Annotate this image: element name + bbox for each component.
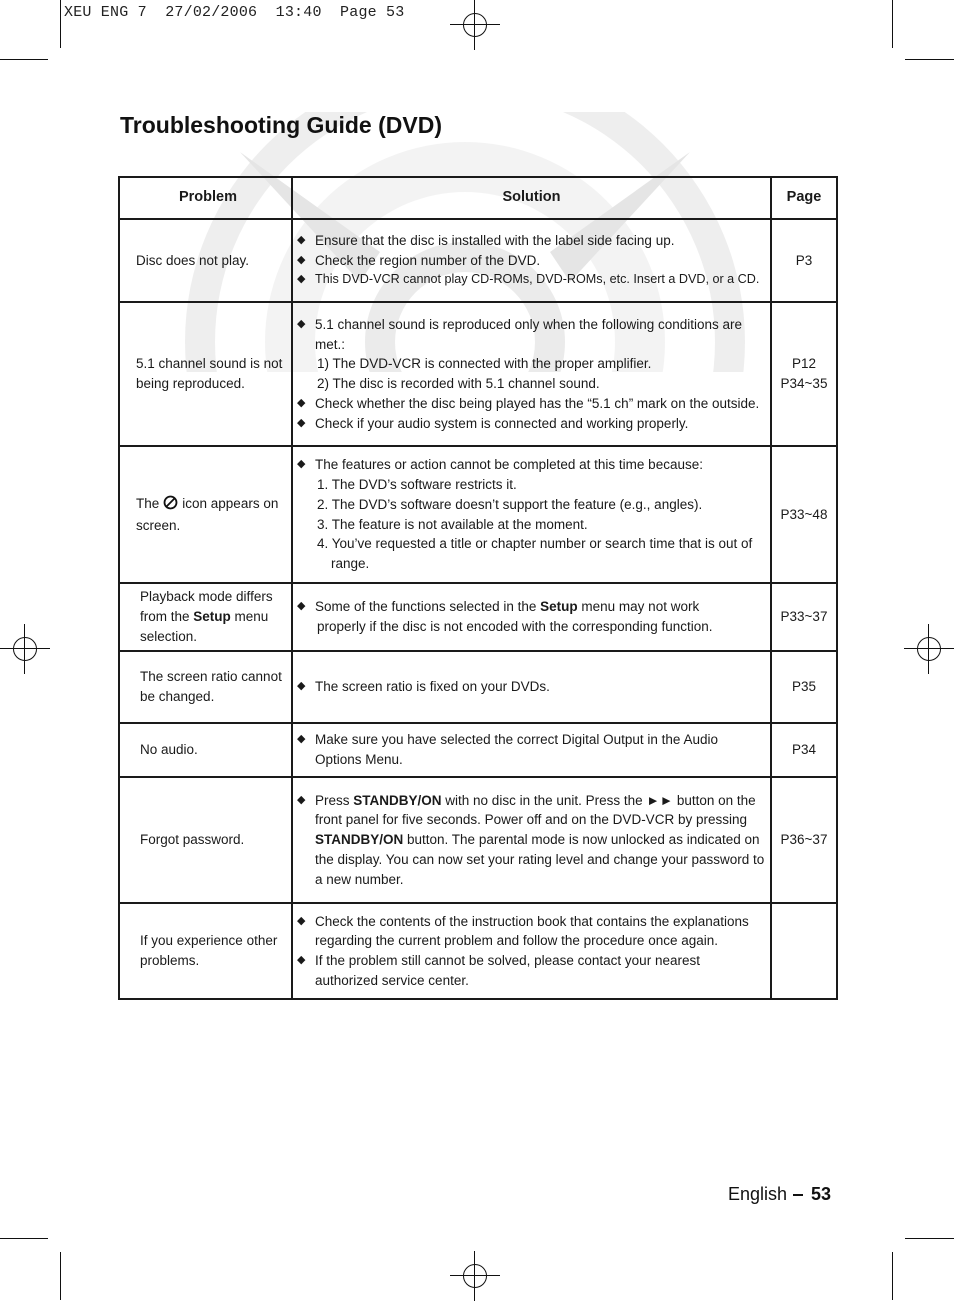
table-header-row bbox=[119, 177, 837, 219]
standby-on-term: STANDBY/ON bbox=[315, 832, 404, 848]
page-cell: P34 bbox=[771, 723, 837, 777]
registration-mark bbox=[450, 1251, 500, 1301]
solution-item: Check whether the disc being played has the “5.1 ch” mark on the outside. bbox=[315, 395, 760, 411]
registration-mark bbox=[450, 0, 500, 50]
solution-subitem: 1) The DVD-VCR is connected with the proper amplifier. bbox=[317, 356, 652, 372]
solution-text: button. The parental mode is now unlocked as indicated on the display. You can now set your rating level and change your password to a new number. bbox=[315, 832, 765, 887]
bullet-icon: ◆ bbox=[297, 954, 306, 966]
page-cell: P33~48 bbox=[771, 446, 837, 583]
print-header: XEU ENG 7 27/02/2006 13:40 Page 53 bbox=[64, 4, 405, 21]
solution-text: Some of the functions selected in the bbox=[315, 599, 541, 615]
solution-text: with no disc in the unit. Press the ►► button on the front panel for five seconds. Power off and on the DVD-VCR by pressing bbox=[315, 792, 756, 828]
problem-text: icon appears on screen. bbox=[136, 495, 279, 533]
setup-menu-term: Setup bbox=[540, 599, 578, 615]
problem-header: Problem bbox=[119, 177, 292, 219]
solution-text: properly if the disc is not encoded with the corresponding function. bbox=[317, 619, 713, 634]
table-row bbox=[119, 651, 837, 723]
problem-cell: Disc does not play. bbox=[119, 219, 292, 302]
solution-item: The screen ratio is fixed on your DVDs. bbox=[315, 679, 550, 695]
solution-item: Ensure that the disc is installed with the label side facing up. bbox=[315, 232, 675, 248]
table-row bbox=[119, 219, 837, 302]
bullet-icon: ◆ bbox=[297, 458, 306, 471]
bullet-icon: ◆ bbox=[297, 680, 306, 693]
problem-text: menu selection. bbox=[140, 609, 269, 644]
bullet-icon: ◆ bbox=[297, 253, 306, 266]
solution-cell bbox=[292, 446, 771, 583]
solution-item: Make sure you have selected the correct Digital Output in the Audio Options Menu. bbox=[315, 732, 718, 767]
solution-cell bbox=[292, 219, 771, 302]
solution-text: menu may not work bbox=[577, 599, 700, 615]
table-row bbox=[119, 903, 837, 999]
standby-on-term: STANDBY/ON bbox=[353, 792, 442, 808]
problem-cell: The screen ratio cannot be changed. bbox=[119, 651, 292, 723]
solution-item: If the problem still cannot be solved, please contact your nearest authorized service center. bbox=[315, 953, 700, 988]
solution-subitem: range. bbox=[331, 555, 370, 571]
solution-cell bbox=[292, 903, 771, 999]
page-title: Troubleshooting Guide (DVD) bbox=[120, 112, 442, 138]
footer-page-number: 53 bbox=[811, 1184, 832, 1204]
problem-cell bbox=[119, 583, 292, 651]
page-cell: P36~37 bbox=[771, 777, 837, 903]
page-ref: P34~35 bbox=[780, 376, 828, 391]
solution-item: Check the region number of the DVD. bbox=[315, 252, 541, 268]
solution-item: The features or action cannot be completed at this time because: bbox=[315, 457, 703, 473]
setup-menu-term: Setup bbox=[193, 609, 231, 625]
bullet-icon: ◆ bbox=[297, 416, 306, 429]
crop-mark bbox=[60, 0, 61, 48]
bullet-icon: ◆ bbox=[297, 318, 306, 330]
bullet-icon: ◆ bbox=[297, 273, 306, 286]
problem-cell: Forgot password. bbox=[119, 777, 292, 903]
problem-cell: No audio. bbox=[119, 723, 292, 777]
page-cell bbox=[771, 302, 837, 446]
page-cell: P35 bbox=[771, 651, 837, 723]
page-cell bbox=[771, 903, 837, 999]
solution-cell bbox=[292, 583, 771, 651]
bullet-icon: ◆ bbox=[297, 733, 306, 746]
solution-item: Check if your audio system is connected and working properly. bbox=[315, 415, 689, 431]
solution-item: This DVD-VCR cannot play CD-ROMs, DVD-ROMs, etc. Insert a DVD, or a CD. bbox=[315, 272, 760, 287]
registration-mark bbox=[0, 624, 50, 674]
crop-mark bbox=[905, 1238, 954, 1239]
solution-subitem: 1. The DVD’s software restricts it. bbox=[317, 477, 517, 493]
solution-cell bbox=[292, 651, 771, 723]
page-cell: P33~37 bbox=[771, 583, 837, 651]
solution-item: 5.1 channel sound is reproduced only when the following conditions are met.: bbox=[315, 317, 743, 352]
bullet-icon: ◆ bbox=[297, 600, 306, 613]
table-row bbox=[119, 446, 837, 583]
crop-mark bbox=[892, 1252, 893, 1300]
page-ref: P12 bbox=[791, 356, 817, 372]
bullet-icon: ◆ bbox=[297, 396, 306, 409]
page-cell: P3 bbox=[771, 219, 837, 302]
registration-mark bbox=[904, 624, 954, 674]
problem-cell: If you experience other problems. bbox=[119, 903, 292, 999]
crop-mark bbox=[892, 0, 893, 48]
solution-cell bbox=[292, 302, 771, 446]
crop-mark bbox=[0, 1238, 48, 1239]
crop-mark bbox=[905, 59, 954, 60]
crop-mark bbox=[0, 59, 48, 60]
bullet-icon: ◆ bbox=[297, 233, 306, 246]
page-footer bbox=[728, 1184, 831, 1205]
solution-cell bbox=[292, 777, 771, 903]
solution-cell bbox=[292, 723, 771, 777]
page-header: Page bbox=[771, 177, 837, 219]
bullet-icon: ◆ bbox=[297, 793, 306, 806]
problem-text: The bbox=[136, 495, 160, 511]
solution-subitem: 2. The DVD’s software doesn’t support the feature (e.g., angles). bbox=[317, 496, 703, 512]
prohibited-icon bbox=[163, 495, 178, 516]
solution-subitem: 4. You’ve requested a title or chapter number or search time that is out of bbox=[317, 536, 753, 552]
problem-text: Playback mode differs from the bbox=[140, 589, 273, 625]
solution-header: Solution bbox=[292, 177, 771, 219]
table-row bbox=[119, 777, 837, 903]
bullet-icon: ◆ bbox=[297, 914, 306, 927]
troubleshooting-table bbox=[118, 176, 838, 1000]
table-row bbox=[119, 723, 837, 777]
crop-mark bbox=[60, 1252, 61, 1300]
footer-language: English bbox=[728, 1184, 788, 1204]
solution-subitem: 2) The disc is recorded with 5.1 channel sound. bbox=[317, 376, 600, 392]
footer-dash bbox=[793, 1194, 803, 1196]
problem-cell bbox=[119, 446, 292, 583]
solution-item: Check the contents of the instruction book that contains the explanations regarding the current problem and follow the procedure once again. bbox=[315, 913, 749, 949]
solution-text: Press bbox=[315, 792, 354, 808]
table-row bbox=[119, 302, 837, 446]
solution-subitem: 3. The feature is not available at the moment. bbox=[317, 516, 588, 532]
table-row bbox=[119, 583, 837, 651]
problem-cell: 5.1 channel sound is not being reproduced. bbox=[119, 302, 292, 446]
